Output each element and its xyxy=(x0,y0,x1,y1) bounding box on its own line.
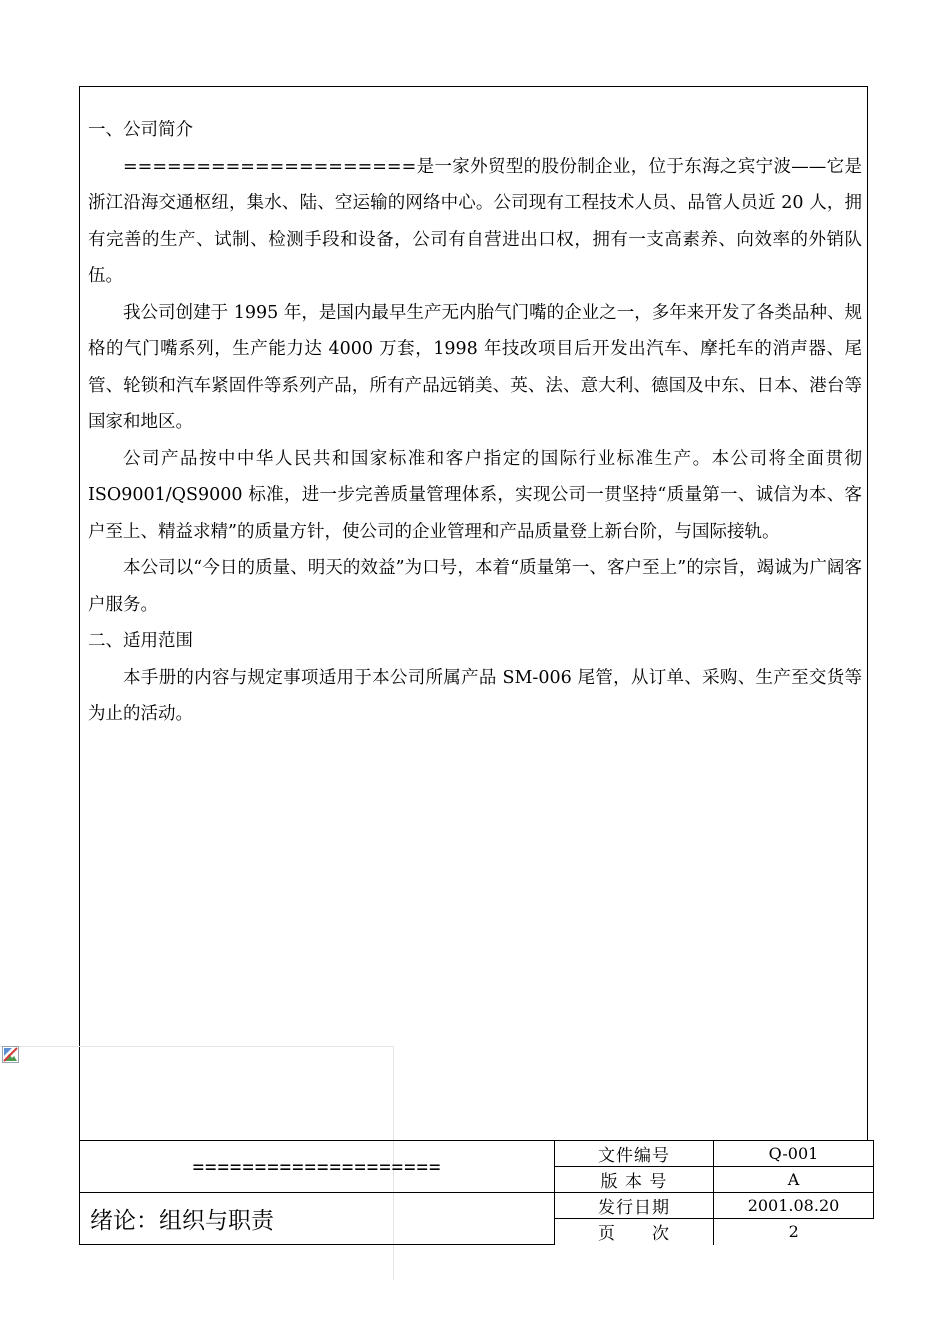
doc-number-label: 文件编号 xyxy=(555,1141,714,1167)
broken-image-icon xyxy=(2,1046,19,1063)
document-footer-table xyxy=(79,1140,874,1245)
company-name-placeholder: ==================== xyxy=(80,1141,555,1193)
section-1-paragraph-1: ====================是一家外贸型的股份制企业，位于东海之宾宁波——它是浙江沿海交通枢纽，集水、陆、空运输的网络中心。公司现有工程技术人员、品管人员近 20 人，拥有完善的生产、试制、检测手段和设备，公司有自营进出口权，拥有一支高素养、向效率的外销队伍。 xyxy=(88,156,862,286)
section-2-paragraph-1: 本手册的内容与规定事项适用于本公司所属产品 SM-006 尾管，从订单、采购、生产至交货等为止的活动。 xyxy=(88,667,862,724)
page-label: 页 次 xyxy=(555,1219,714,1245)
version-value: A xyxy=(714,1167,874,1193)
section-1-paragraph-2: 我公司创建于 1995 年，是国内最早生产无内胎气门嘴的企业之一，多年来开发了各类品种、规格的气门嘴系列，生产能力达 4000 万套，1998 年技改项目后开发出汽车、摩托车的消声器、尾管、轮锁和汽车紧固件等系列产品，所有产品远销美、英、法、意大利、德国及中东、日本、港台等国家和地区。 xyxy=(88,302,862,432)
section-1-paragraph-3: 公司产品按中中华人民共和国家标准和客户指定的国际行业标准生产。本公司将全面贯彻 ISO9001/QS9000 标准，进一步完善质量管理体系，实现公司一贯坚持“质量第一、诚信为本、客户至上、精益求精”的质量方针，使公司的企业管理和产品质量登上新台阶，与国际接轨。 xyxy=(88,448,862,542)
chapter-title: 绪论：组织与职责 xyxy=(80,1193,555,1245)
version-label: 版 本 号 xyxy=(555,1167,714,1193)
page-number-value: 2 xyxy=(714,1219,874,1245)
doc-number-value: Q-001 xyxy=(714,1141,874,1167)
issue-date-label: 发行日期 xyxy=(555,1193,714,1219)
issue-date-value: 2001.08.20 xyxy=(714,1193,874,1219)
section-1-heading: 一、公司简介 xyxy=(88,120,193,140)
section-2-heading: 二、适用范围 xyxy=(88,631,193,651)
section-1-paragraph-4: 本公司以“今日的质量、明天的效益”为口号，本着“质量第一、客户至上”的宗旨，竭诚为广阔客户服务。 xyxy=(88,558,862,615)
document-body xyxy=(88,112,862,733)
